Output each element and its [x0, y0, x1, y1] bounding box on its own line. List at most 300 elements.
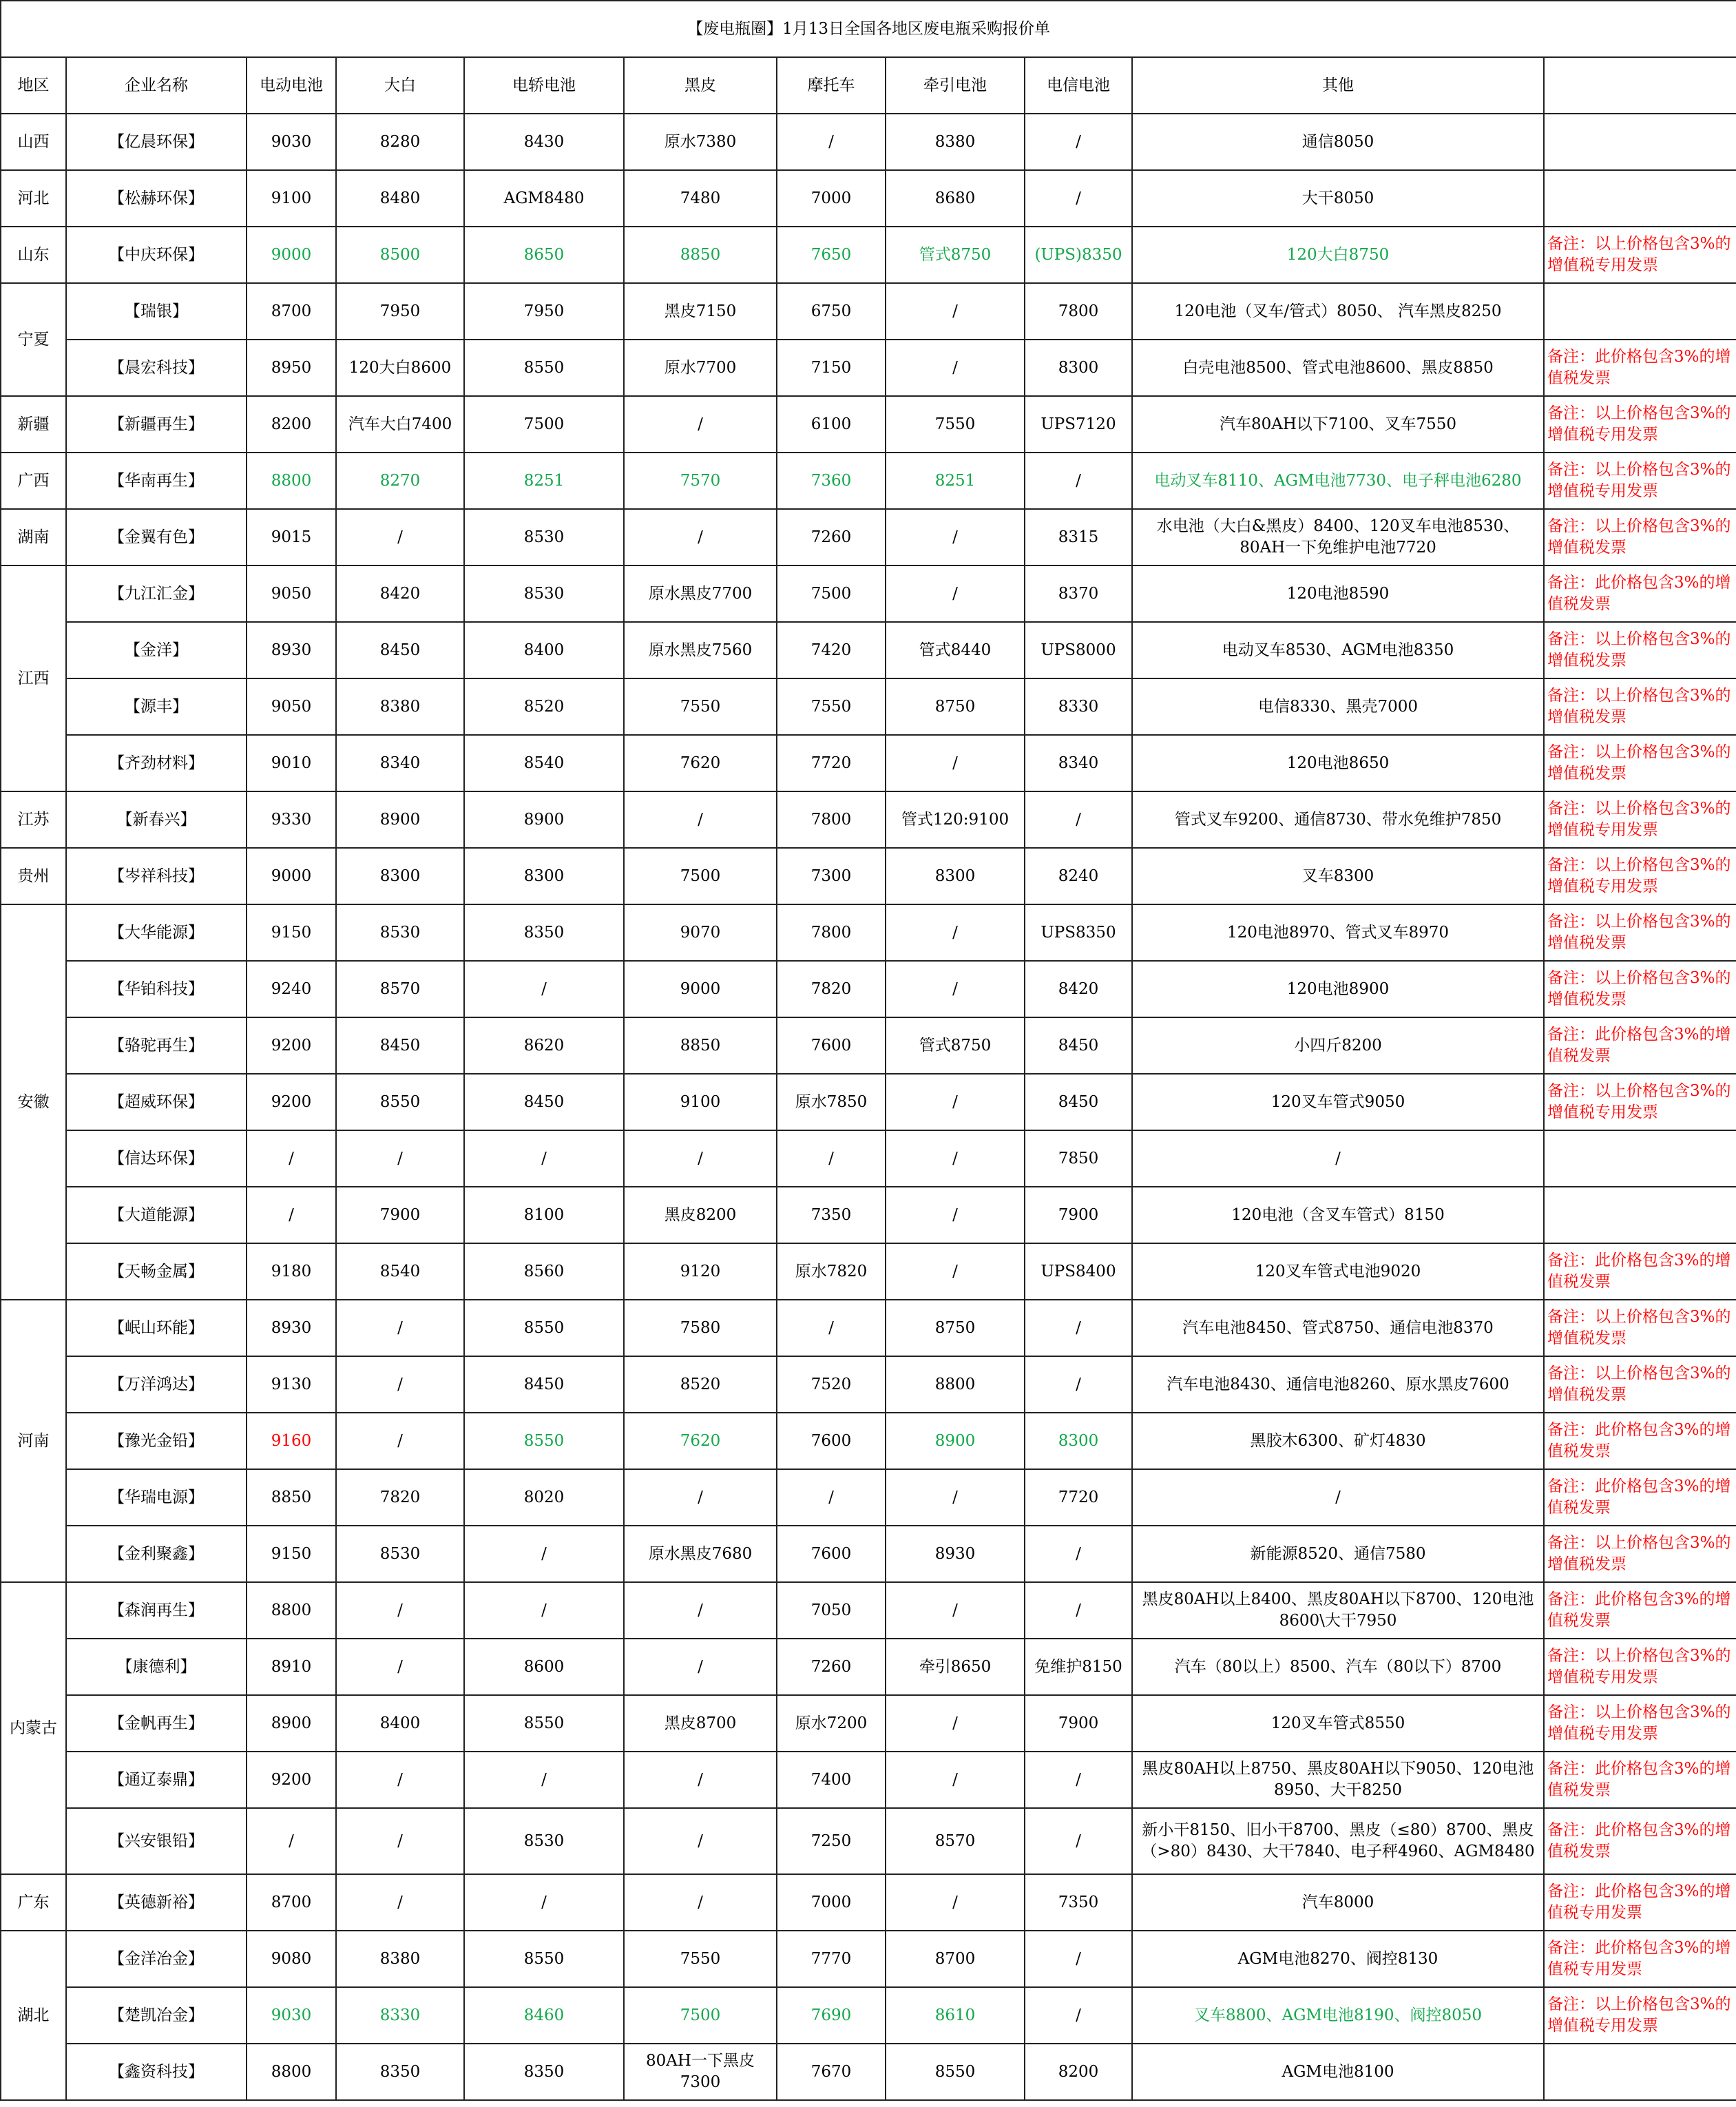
price-electric-cell: 8910	[247, 1639, 336, 1695]
price-electric-cell: /	[247, 1808, 336, 1874]
price-electric-cell: 9050	[247, 565, 336, 622]
price-traction-cell: 7550	[886, 396, 1025, 453]
table-row	[1, 1874, 1736, 1931]
price-motorcycle-cell: 7770	[777, 1931, 886, 1987]
note-cell: 备注：以上价格包含3%的增值税专用发票	[1544, 396, 1736, 453]
header-region: 地区	[1, 57, 66, 114]
table-body	[1, 114, 1736, 2100]
price-motorcycle-cell: 7800	[777, 791, 886, 848]
table-row	[1, 283, 1736, 340]
price-traction-cell: 8570	[886, 1808, 1025, 1874]
price-telecom-cell: /	[1025, 1931, 1132, 1987]
price-electric-cell: 9015	[247, 509, 336, 565]
price-traction-cell: 8300	[886, 848, 1025, 904]
region-cell: 贵州	[1, 848, 66, 904]
price-electric-cell: 9080	[247, 1931, 336, 1987]
price-other-cell: 120大白8750	[1132, 227, 1544, 283]
price-traction-cell: 8900	[886, 1413, 1025, 1469]
header-row	[1, 57, 1736, 114]
price-traction-cell: 8700	[886, 1931, 1025, 1987]
company-cell: 【新疆再生】	[66, 396, 247, 453]
price-electric-cell: 8800	[247, 453, 336, 509]
price-heipi-cell: 7550	[624, 1931, 777, 1987]
price-traction-cell: 牵引8650	[886, 1639, 1025, 1695]
note-cell: 备注：此价格包含3%的增值税发票	[1544, 1752, 1736, 1808]
price-traction-cell: 8750	[886, 1300, 1025, 1356]
region-cell: 内蒙古	[1, 1582, 66, 1874]
price-motorcycle-cell: 7400	[777, 1752, 886, 1808]
price-telecom-cell: 7350	[1025, 1874, 1132, 1931]
price-motorcycle-cell: 7720	[777, 735, 886, 791]
sheet-title: 【废电瓶圈】1月13日全国各地区废电瓶采购报价单	[1, 1, 1736, 57]
price-telecom-cell: /	[1025, 170, 1132, 227]
price-electric-cell: 9200	[247, 1017, 336, 1074]
price-other-cell: 白壳电池8500、管式电池8600、黑皮8850	[1132, 340, 1544, 396]
price-other-cell: AGM电池8100	[1132, 2044, 1544, 2100]
price-motorcycle-cell: /	[777, 1130, 886, 1187]
price-other-cell: 小四斤8200	[1132, 1017, 1544, 1074]
price-electric-cell: 9030	[247, 114, 336, 170]
price-telecom-cell: 8300	[1025, 340, 1132, 396]
note-cell: 备注：以上价格包含3%的增值税发票	[1544, 1300, 1736, 1356]
company-cell: 【瑞银】	[66, 283, 247, 340]
price-car-battery-cell: 8300	[464, 848, 624, 904]
company-cell: 【晨宏科技】	[66, 340, 247, 396]
price-car-battery-cell: /	[464, 1752, 624, 1808]
price-heipi-cell: 7620	[624, 1413, 777, 1469]
price-heipi-cell: 黑皮8200	[624, 1187, 777, 1243]
price-motorcycle-cell: 7820	[777, 961, 886, 1017]
price-car-battery-cell: 8650	[464, 227, 624, 283]
table-row	[1, 1526, 1736, 1582]
price-other-cell: 汽车电池8450、管式8750、通信电池8370	[1132, 1300, 1544, 1356]
price-motorcycle-cell: 原水7820	[777, 1243, 886, 1300]
price-car-battery-cell: 8530	[464, 565, 624, 622]
price-motorcycle-cell: 7800	[777, 904, 886, 961]
price-traction-cell: /	[886, 509, 1025, 565]
price-electric-cell: 8800	[247, 2044, 336, 2100]
table-row	[1, 1074, 1736, 1130]
price-electric-cell: 9160	[247, 1413, 336, 1469]
price-dabai-cell: /	[336, 1300, 464, 1356]
price-other-cell: 水电池（大白&黑皮）8400、120叉车电池8530、80AH一下免维护电池7720	[1132, 509, 1544, 565]
price-heipi-cell: 9120	[624, 1243, 777, 1300]
price-electric-cell: 9200	[247, 1074, 336, 1130]
price-heipi-cell: /	[624, 1874, 777, 1931]
company-cell: 【九江汇金】	[66, 565, 247, 622]
price-motorcycle-cell: 7520	[777, 1356, 886, 1413]
company-cell: 【华南再生】	[66, 453, 247, 509]
price-other-cell: 叉车8300	[1132, 848, 1544, 904]
price-telecom-cell: /	[1025, 1526, 1132, 1582]
price-motorcycle-cell: 6100	[777, 396, 886, 453]
price-dabai-cell: 8380	[336, 1931, 464, 1987]
price-heipi-cell: 8850	[624, 1017, 777, 1074]
price-dabai-cell: 汽车大白7400	[336, 396, 464, 453]
price-traction-cell: 8251	[886, 453, 1025, 509]
price-motorcycle-cell: 7650	[777, 227, 886, 283]
price-traction-cell: 管式8750	[886, 227, 1025, 283]
price-telecom-cell: 8420	[1025, 961, 1132, 1017]
table-row	[1, 1752, 1736, 1808]
price-heipi-cell: 7620	[624, 735, 777, 791]
price-dabai-cell: /	[336, 1356, 464, 1413]
company-cell: 【金洋】	[66, 622, 247, 678]
price-motorcycle-cell: 7150	[777, 340, 886, 396]
price-dabai-cell: /	[336, 1582, 464, 1639]
price-motorcycle-cell: 原水7200	[777, 1695, 886, 1752]
price-electric-cell: 9150	[247, 1526, 336, 1582]
price-car-battery-cell: 8350	[464, 904, 624, 961]
company-cell: 【金利聚鑫】	[66, 1526, 247, 1582]
price-traction-cell: /	[886, 1074, 1025, 1130]
price-other-cell: 汽车80AH以下7100、叉车7550	[1132, 396, 1544, 453]
region-cell: 安徽	[1, 904, 66, 1300]
table-row	[1, 1300, 1736, 1356]
price-telecom-cell: 8300	[1025, 1413, 1132, 1469]
price-telecom-cell: 免维护8150	[1025, 1639, 1132, 1695]
price-traction-cell: 8680	[886, 170, 1025, 227]
price-other-cell: 黑胶木6300、矿灯4830	[1132, 1413, 1544, 1469]
price-motorcycle-cell: 7360	[777, 453, 886, 509]
note-cell	[1544, 1130, 1736, 1187]
note-cell: 备注：以上价格包含3%的增值税专用发票	[1544, 1695, 1736, 1752]
price-car-battery-cell: 8520	[464, 678, 624, 735]
price-car-battery-cell: 8350	[464, 2044, 624, 2100]
price-telecom-cell: /	[1025, 114, 1132, 170]
table-row	[1, 1808, 1736, 1874]
price-car-battery-cell: 8620	[464, 1017, 624, 1074]
price-dabai-cell: 8450	[336, 622, 464, 678]
price-electric-cell: 9330	[247, 791, 336, 848]
price-car-battery-cell: 8460	[464, 1987, 624, 2044]
price-telecom-cell: 7800	[1025, 283, 1132, 340]
company-cell: 【豫光金铅】	[66, 1413, 247, 1469]
region-cell: 江西	[1, 565, 66, 791]
table-row	[1, 961, 1736, 1017]
price-traction-cell: /	[886, 283, 1025, 340]
price-traction-cell: /	[886, 1469, 1025, 1526]
note-cell: 备注：以上价格包含3%的增值税专用发票	[1544, 1639, 1736, 1695]
price-heipi-cell: 黑皮7150	[624, 283, 777, 340]
price-electric-cell: 9030	[247, 1987, 336, 2044]
price-electric-cell: 9000	[247, 848, 336, 904]
price-motorcycle-cell: 7670	[777, 2044, 886, 2100]
price-heipi-cell: 9070	[624, 904, 777, 961]
price-other-cell: 汽车（80以上）8500、汽车（80以下）8700	[1132, 1639, 1544, 1695]
price-dabai-cell: 8900	[336, 791, 464, 848]
note-cell: 备注：此价格包含3%的增值税发票	[1544, 1469, 1736, 1526]
price-traction-cell: 管式8440	[886, 622, 1025, 678]
price-motorcycle-cell: /	[777, 1469, 886, 1526]
table-row	[1, 396, 1736, 453]
price-car-battery-cell: 8560	[464, 1243, 624, 1300]
company-cell: 【金洋冶金】	[66, 1931, 247, 1987]
price-car-battery-cell: 8450	[464, 1356, 624, 1413]
price-dabai-cell: 8340	[336, 735, 464, 791]
header-heipi: 黑皮	[624, 57, 777, 114]
company-cell: 【华瑞电源】	[66, 1469, 247, 1526]
price-telecom-cell: 8450	[1025, 1017, 1132, 1074]
price-other-cell: 120叉车管式电池9020	[1132, 1243, 1544, 1300]
price-traction-cell: 8380	[886, 114, 1025, 170]
price-other-cell: 通信8050	[1132, 114, 1544, 170]
region-cell: 山东	[1, 227, 66, 283]
region-cell: 湖南	[1, 509, 66, 565]
company-cell: 【楚凯冶金】	[66, 1987, 247, 2044]
table-row	[1, 114, 1736, 170]
price-dabai-cell: /	[336, 1752, 464, 1808]
price-other-cell: 汽车电池8430、通信电池8260、原水黑皮7600	[1132, 1356, 1544, 1413]
price-car-battery-cell: 8100	[464, 1187, 624, 1243]
price-motorcycle-cell: 7500	[777, 565, 886, 622]
note-cell: 备注：此价格包含3%的增值税发票	[1544, 1413, 1736, 1469]
price-traction-cell: /	[886, 1582, 1025, 1639]
price-traction-cell: 管式120:9100	[886, 791, 1025, 848]
price-motorcycle-cell: 7000	[777, 1874, 886, 1931]
note-cell: 备注：以上价格包含3%的增值税专用发票	[1544, 848, 1736, 904]
note-cell: 备注：以上价格包含3%的增值税发票	[1544, 678, 1736, 735]
table-row	[1, 1187, 1736, 1243]
price-other-cell: AGM电池8270、阀控8130	[1132, 1931, 1544, 1987]
company-cell: 【松赫环保】	[66, 170, 247, 227]
region-cell: 河南	[1, 1300, 66, 1582]
company-cell: 【中庆环保】	[66, 227, 247, 283]
price-heipi-cell: 8850	[624, 227, 777, 283]
price-telecom-cell: 7850	[1025, 1130, 1132, 1187]
price-electric-cell: 9000	[247, 227, 336, 283]
price-telecom-cell: /	[1025, 453, 1132, 509]
price-motorcycle-cell: 7690	[777, 1987, 886, 2044]
price-dabai-cell: /	[336, 1874, 464, 1931]
table-row	[1, 678, 1736, 735]
price-other-cell: 120电池（叉车/管式）8050、 汽车黑皮8250	[1132, 283, 1544, 340]
price-heipi-cell: 原水黑皮7700	[624, 565, 777, 622]
company-cell: 【骆驼再生】	[66, 1017, 247, 1074]
table-row	[1, 509, 1736, 565]
price-dabai-cell: /	[336, 509, 464, 565]
price-electric-cell: 8800	[247, 1582, 336, 1639]
price-other-cell: 120电池8970、管式叉车8970	[1132, 904, 1544, 961]
price-heipi-cell: 7500	[624, 848, 777, 904]
table-row	[1, 1931, 1736, 1987]
region-cell: 江苏	[1, 791, 66, 848]
price-telecom-cell: /	[1025, 1582, 1132, 1639]
price-traction-cell: /	[886, 961, 1025, 1017]
table-row	[1, 848, 1736, 904]
price-motorcycle-cell: 7600	[777, 1526, 886, 1582]
price-car-battery-cell: /	[464, 1526, 624, 1582]
price-dabai-cell: 8480	[336, 170, 464, 227]
price-motorcycle-cell: /	[777, 114, 886, 170]
price-electric-cell: 9050	[247, 678, 336, 735]
header-note	[1544, 57, 1736, 114]
price-dabai-cell: 8350	[336, 2044, 464, 2100]
note-cell	[1544, 114, 1736, 170]
price-dabai-cell: 8270	[336, 453, 464, 509]
price-heipi-cell: 9000	[624, 961, 777, 1017]
price-dabai-cell: 7950	[336, 283, 464, 340]
price-other-cell: 电信8330、黑壳7000	[1132, 678, 1544, 735]
price-electric-cell: 8700	[247, 283, 336, 340]
price-heipi-cell: 8520	[624, 1356, 777, 1413]
price-car-battery-cell: 8550	[464, 1413, 624, 1469]
price-heipi-cell: 原水7700	[624, 340, 777, 396]
price-car-battery-cell: 8530	[464, 509, 624, 565]
price-car-battery-cell: 7950	[464, 283, 624, 340]
region-cell: 广西	[1, 453, 66, 509]
price-other-cell: /	[1132, 1469, 1544, 1526]
price-heipi-cell: /	[624, 1752, 777, 1808]
note-cell: 备注：以上价格包含3%的增值税专用发票	[1544, 453, 1736, 509]
company-cell: 【岑祥科技】	[66, 848, 247, 904]
price-traction-cell: /	[886, 565, 1025, 622]
price-telecom-cell: 8240	[1025, 848, 1132, 904]
price-telecom-cell: 8370	[1025, 565, 1132, 622]
company-cell: 【康德利】	[66, 1639, 247, 1695]
price-telecom-cell: /	[1025, 791, 1132, 848]
price-car-battery-cell: 8550	[464, 1300, 624, 1356]
price-traction-cell: /	[886, 735, 1025, 791]
price-heipi-cell: 7480	[624, 170, 777, 227]
company-cell: 【大道能源】	[66, 1187, 247, 1243]
price-heipi-cell: 7570	[624, 453, 777, 509]
price-dabai-cell: 8530	[336, 1526, 464, 1582]
note-cell: 备注：以上价格包含3%的增值税专用发票	[1544, 227, 1736, 283]
table-row	[1, 1356, 1736, 1413]
price-heipi-cell: /	[624, 396, 777, 453]
price-heipi-cell: 7550	[624, 678, 777, 735]
price-other-cell: 汽车8000	[1132, 1874, 1544, 1931]
price-telecom-cell: /	[1025, 1356, 1132, 1413]
table-row	[1, 1130, 1736, 1187]
price-dabai-cell: 8530	[336, 904, 464, 961]
price-other-cell: 120电池（含叉车管式）8150	[1132, 1187, 1544, 1243]
price-electric-cell: 8900	[247, 1695, 336, 1752]
price-heipi-cell: /	[624, 791, 777, 848]
price-other-cell: 新能源8520、通信7580	[1132, 1526, 1544, 1582]
note-cell	[1544, 1187, 1736, 1243]
price-electric-cell: 8700	[247, 1874, 336, 1931]
price-telecom-cell: /	[1025, 1752, 1132, 1808]
price-heipi-cell: /	[624, 1130, 777, 1187]
price-motorcycle-cell: 6750	[777, 283, 886, 340]
note-cell: 备注：此价格包含3%的增值税发票	[1544, 1017, 1736, 1074]
price-heipi-cell: 原水黑皮7560	[624, 622, 777, 678]
company-cell: 【源丰】	[66, 678, 247, 735]
company-cell: 【华铂科技】	[66, 961, 247, 1017]
price-motorcycle-cell: 7350	[777, 1187, 886, 1243]
price-electric-cell: /	[247, 1130, 336, 1187]
price-telecom-cell: 8200	[1025, 2044, 1132, 2100]
header-other: 其他	[1132, 57, 1544, 114]
price-other-cell: /	[1132, 1130, 1544, 1187]
note-cell: 备注：此价格包含3%的增值税专用发票	[1544, 1931, 1736, 1987]
price-telecom-cell: 7900	[1025, 1187, 1132, 1243]
price-heipi-cell: /	[624, 1808, 777, 1874]
price-car-battery-cell: /	[464, 961, 624, 1017]
table-row	[1, 904, 1736, 961]
price-motorcycle-cell: 7300	[777, 848, 886, 904]
price-dabai-cell: 7900	[336, 1187, 464, 1243]
price-electric-cell: 8850	[247, 1469, 336, 1526]
company-cell: 【金翼有色】	[66, 509, 247, 565]
price-dabai-cell: 8550	[336, 1074, 464, 1130]
price-car-battery-cell: 8550	[464, 1931, 624, 1987]
note-cell: 备注：以上价格包含3%的增值税发票	[1544, 961, 1736, 1017]
price-traction-cell: /	[886, 340, 1025, 396]
company-cell: 【英德新裕】	[66, 1874, 247, 1931]
price-traction-cell: 8550	[886, 2044, 1025, 2100]
company-cell: 【大华能源】	[66, 904, 247, 961]
price-electric-cell: 8950	[247, 340, 336, 396]
price-motorcycle-cell: 7420	[777, 622, 886, 678]
header-dabai: 大白	[336, 57, 464, 114]
price-dabai-cell: 8500	[336, 227, 464, 283]
price-heipi-cell: 原水7380	[624, 114, 777, 170]
company-cell: 【亿晨环保】	[66, 114, 247, 170]
note-cell	[1544, 170, 1736, 227]
price-dabai-cell: /	[336, 1413, 464, 1469]
price-telecom-cell: /	[1025, 1808, 1132, 1874]
price-other-cell: 电动叉车8110、AGM电池7730、电子秤电池6280	[1132, 453, 1544, 509]
note-cell: 备注：以上价格包含3%的增值税发票	[1544, 904, 1736, 961]
price-traction-cell: 管式8750	[886, 1017, 1025, 1074]
price-motorcycle-cell: 7250	[777, 1808, 886, 1874]
note-cell	[1544, 2044, 1736, 2100]
price-heipi-cell: 7500	[624, 1987, 777, 2044]
price-dabai-cell: 8570	[336, 961, 464, 1017]
region-cell: 湖北	[1, 1931, 66, 2100]
header-car-battery: 电轿电池	[464, 57, 624, 114]
price-heipi-cell: /	[624, 509, 777, 565]
note-cell: 备注：以上价格包含3%的增值税发票	[1544, 1526, 1736, 1582]
price-traction-cell: /	[886, 1874, 1025, 1931]
note-cell: 备注：此价格包含3%的增值税发票	[1544, 1243, 1736, 1300]
price-heipi-cell: 9100	[624, 1074, 777, 1130]
price-telecom-cell: 8330	[1025, 678, 1132, 735]
company-cell: 【森润再生】	[66, 1582, 247, 1639]
price-car-battery-cell: 8400	[464, 622, 624, 678]
price-dabai-cell: 8380	[336, 678, 464, 735]
note-cell	[1544, 283, 1736, 340]
price-heipi-cell: 原水黑皮7680	[624, 1526, 777, 1582]
price-traction-cell: 8750	[886, 678, 1025, 735]
price-car-battery-cell: 8550	[464, 1695, 624, 1752]
table-row	[1, 340, 1736, 396]
note-cell: 备注：此价格包含3%的增值税发票	[1544, 340, 1736, 396]
price-telecom-cell: (UPS)8350	[1025, 227, 1132, 283]
price-car-battery-cell: /	[464, 1874, 624, 1931]
table-row	[1, 1017, 1736, 1074]
company-cell: 【鑫资科技】	[66, 2044, 247, 2100]
price-dabai-cell: 7820	[336, 1469, 464, 1526]
note-cell: 备注：以上价格包含3%的增值税发票	[1544, 622, 1736, 678]
price-telecom-cell: 8450	[1025, 1074, 1132, 1130]
table-row	[1, 1469, 1736, 1526]
region-cell: 河北	[1, 170, 66, 227]
price-electric-cell: 9150	[247, 904, 336, 961]
header-telecom: 电信电池	[1025, 57, 1132, 114]
price-traction-cell: /	[886, 1187, 1025, 1243]
price-telecom-cell: 8340	[1025, 735, 1132, 791]
price-dabai-cell: 8330	[336, 1987, 464, 2044]
company-cell: 【天畅金属】	[66, 1243, 247, 1300]
price-car-battery-cell: 8450	[464, 1074, 624, 1130]
company-cell: 【信达环保】	[66, 1130, 247, 1187]
price-motorcycle-cell: 7550	[777, 678, 886, 735]
price-heipi-cell: /	[624, 1582, 777, 1639]
